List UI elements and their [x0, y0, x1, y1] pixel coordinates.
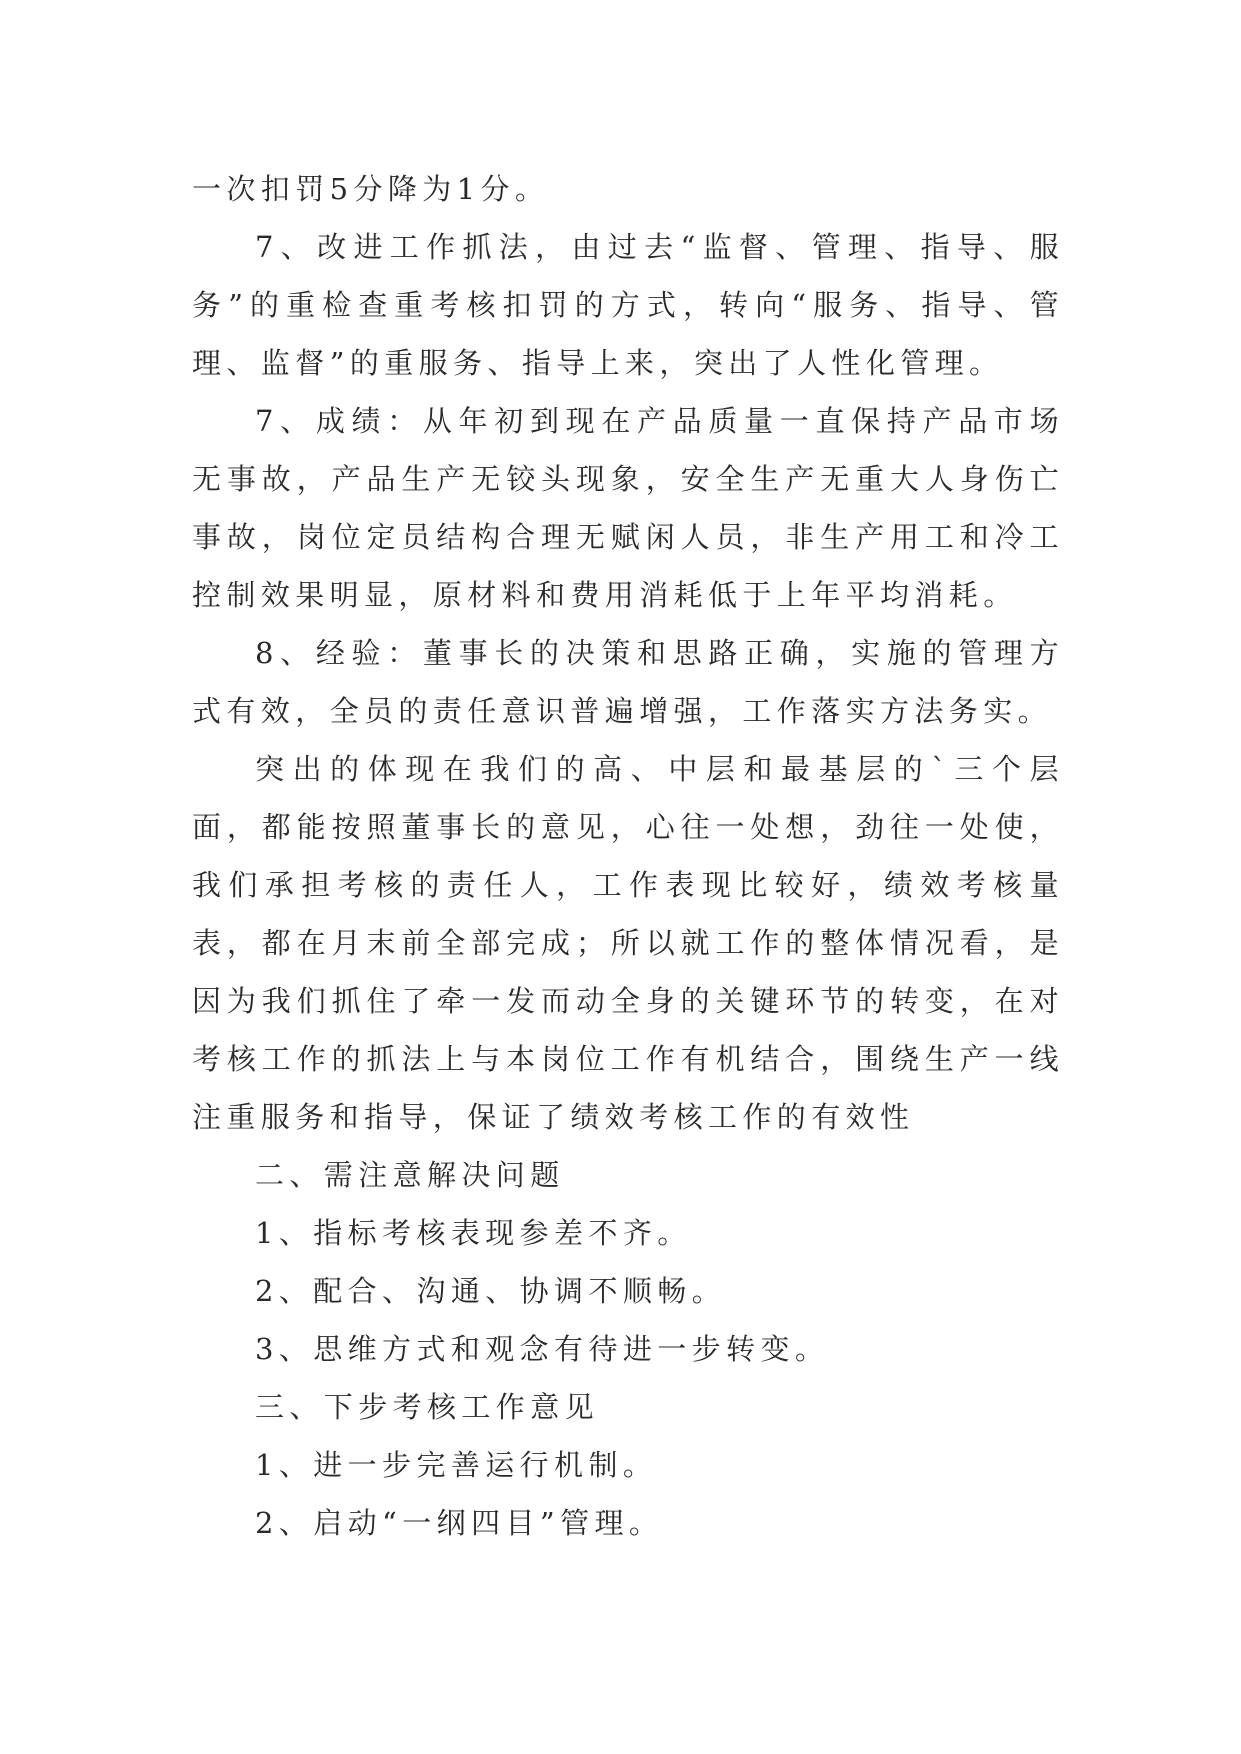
issue-item-2: 2、配合、沟通、协调不顺畅。	[255, 1274, 727, 1308]
paragraph-item-7-achievements: 7、成绩：从年初到现在产品质量一直保持产品市场无事故，产品生产无铰头现象，安全生产无重大人身伤亡事故，岗位定员结构合理无赋闲人员，非生产用工和冷工控制效果明显，原材料和费用消耗低于上年平均消耗。	[192, 404, 1064, 612]
next-step-item-2: 2、启动“一纲四目”管理。	[255, 1506, 664, 1540]
next-step-item-1: 1、进一步完善运行机制。	[255, 1448, 658, 1482]
document-body	[192, 160, 1064, 1552]
issue-item-3: 3、思维方式和观念有待进一步转变。	[255, 1332, 830, 1366]
paragraph-continuation: 一次扣罚5分降为1分。	[192, 172, 550, 206]
section-heading-issues: 二、需注意解决问题	[255, 1158, 565, 1192]
paragraph-item-7-work-method: 7、改进工作抓法，由过去“监督、管理、指导、服务”的重检查重考核扣罚的方式，转向“服务、指导、管理、监督”的重服务、指导上来，突出了人性化管理。	[192, 230, 1064, 380]
issue-item-1: 1、指标考核表现参差不齐。	[255, 1216, 692, 1250]
section-heading-next-steps: 三、下步考核工作意见	[255, 1390, 600, 1424]
paragraph-summary: 突出的体现在我们的高、中层和最基层的`三个层面，都能按照董事长的意见，心往一处想，劲往一处使，我们承担考核的责任人，工作表现比较好，绩效考核量表，都在月末前全部完成；所以就工作的整体情况看，是因为我们抓住了牵一发而动全身的关键环节的转变，在对考核工作的抓法上与本岗位工作有机结合，围绕生产一线注重服务和指导，保证了绩效考核工作的有效性	[192, 752, 1064, 1134]
paragraph-item-8-experience: 8、经验：董事长的决策和思路正确，实施的管理方式有效，全员的责任意识普遍增强，工作落实方法务实。	[192, 636, 1064, 728]
